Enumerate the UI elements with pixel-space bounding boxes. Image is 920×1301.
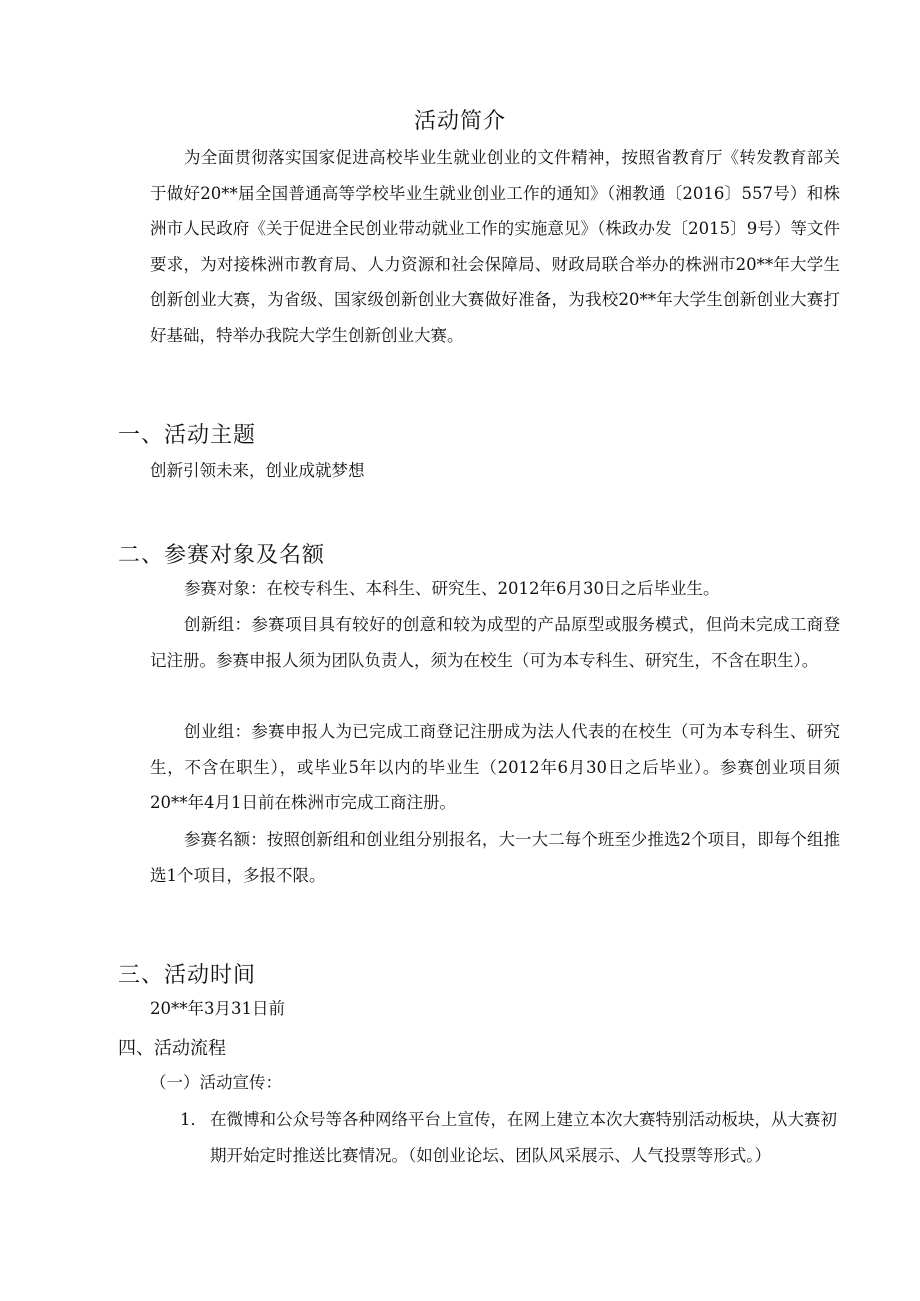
participants-paragraph-3: 创业组：参赛申报人为已完成工商登记注册成为法人代表的在校生（可为本专科生、研究生，不含在职生），或毕业5年以内的毕业生（2012年6月30日之后毕业）。参赛创业项目须20**年4月1日前在株洲市完成工商注册。	[150, 722, 840, 812]
time-text: 20**年3月31日前	[150, 999, 285, 1018]
process-item-number: 1．	[180, 1110, 207, 1129]
section-heading-participants: 二、参赛对象及名额	[118, 543, 326, 568]
participants-paragraph-1: 参赛对象：在校专科生、本科生、研究生、2012年6月30日之后毕业生。	[184, 579, 720, 598]
intro-paragraph: 为全面贯彻落实国家促进高校毕业生就业创业的文件精神，按照省教育厅《转发教育部关于做好20**届全国普通高等学校毕业生就业创业工作的通知》（湘教通〔2016〕557号）和株洲市人民政府《关于促进全民创业带动就业工作的实施意见》（株政办发〔2015〕9号）等文件要求，为对接株洲市教育局、人力资源和社会保障局、财政局联合举办的株洲市20**年大学生创新创业大赛，为省级、国家级创新创业大赛做好准备，为我校20**年大学生创新创业大赛打好基础，特举办我院大学生创新创业大赛。	[150, 148, 840, 345]
section-heading-process: 四、活动流程	[118, 1038, 226, 1059]
participants-paragraph-4: 参赛名额：按照创新组和创业组分别报名，大一大二每个班至少推选2个项目，即每个组推选1个项目，多报不限。	[150, 830, 840, 885]
process-subheading-1: （一）活动宣传：	[150, 1073, 282, 1092]
process-item-1	[180, 1102, 840, 1173]
page-title: 活动简介	[413, 109, 506, 134]
participants-paragraph-2: 创新组：参赛项目具有较好的创意和较为成型的产品原型或服务模式，但尚未完成工商登记注册。参赛申报人须为团队负责人，须为在校生（可为本专科生、研究生，不含在职生）。	[150, 615, 840, 670]
theme-text: 创新引领未来，创业成就梦想	[150, 461, 365, 480]
section-heading-theme: 一、活动主题	[118, 423, 257, 448]
process-item-text: 在微博和公众号等各种网络平台上宣传，在网上建立本次大赛特别活动板块，从大赛初期开始定时推送比赛情况。（如创业论坛、团队风采展示、人气投票等形式。）	[210, 1110, 837, 1165]
section-heading-time: 三、活动时间	[118, 963, 257, 988]
